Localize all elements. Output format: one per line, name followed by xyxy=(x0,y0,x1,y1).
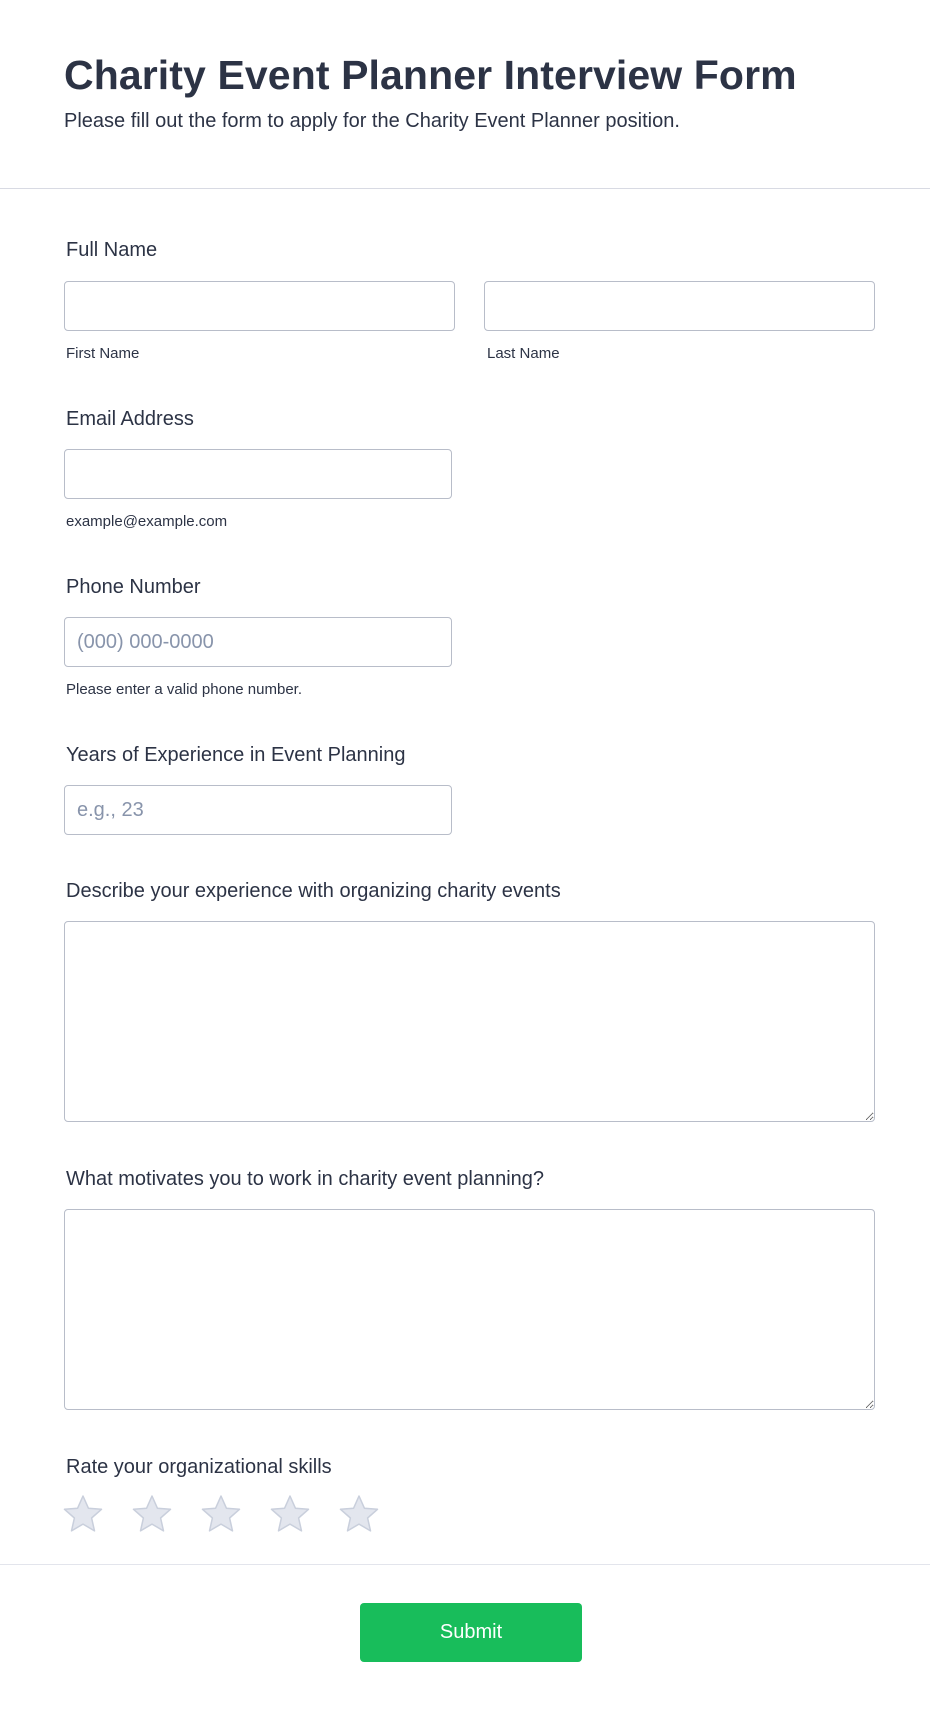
last-name-input[interactable] xyxy=(484,281,875,331)
footer-divider xyxy=(0,1564,930,1565)
email-input[interactable] xyxy=(64,449,452,499)
email-label: Email Address xyxy=(66,408,194,430)
form-title: Charity Event Planner Interview Form xyxy=(64,52,797,98)
motivation-textarea[interactable] xyxy=(64,1209,875,1410)
star-icon[interactable] xyxy=(269,1494,311,1534)
experience-years-label: Years of Experience in Event Planning xyxy=(66,744,406,766)
full-name-label: Full Name xyxy=(66,239,158,261)
experience-description-textarea[interactable] xyxy=(64,921,875,1122)
last-name-sublabel: Last Name xyxy=(487,345,560,362)
phone-label: Phone Number xyxy=(66,576,201,598)
experience-description-label: Describe your experience with organizing charity events xyxy=(66,880,561,902)
rating-label: Rate your organizational skills xyxy=(66,1456,332,1478)
star-icon[interactable] xyxy=(338,1494,380,1534)
star-icon[interactable] xyxy=(200,1494,242,1534)
first-name-input[interactable] xyxy=(64,281,455,331)
experience-years-input[interactable] xyxy=(64,785,452,835)
email-sublabel: example@example.com xyxy=(66,513,228,530)
submit-button[interactable]: Submit xyxy=(360,1603,582,1662)
first-name-sublabel: First Name xyxy=(66,345,140,362)
motivation-label: What motivates you to work in charity event planning? xyxy=(66,1168,545,1190)
phone-input[interactable] xyxy=(64,617,452,667)
phone-sublabel: Please enter a valid phone number. xyxy=(66,681,302,698)
star-icon[interactable] xyxy=(131,1494,173,1534)
form-header xyxy=(0,0,930,189)
star-icon[interactable] xyxy=(62,1494,104,1534)
form-subtitle: Please fill out the form to apply for the Charity Event Planner position. xyxy=(64,110,680,132)
